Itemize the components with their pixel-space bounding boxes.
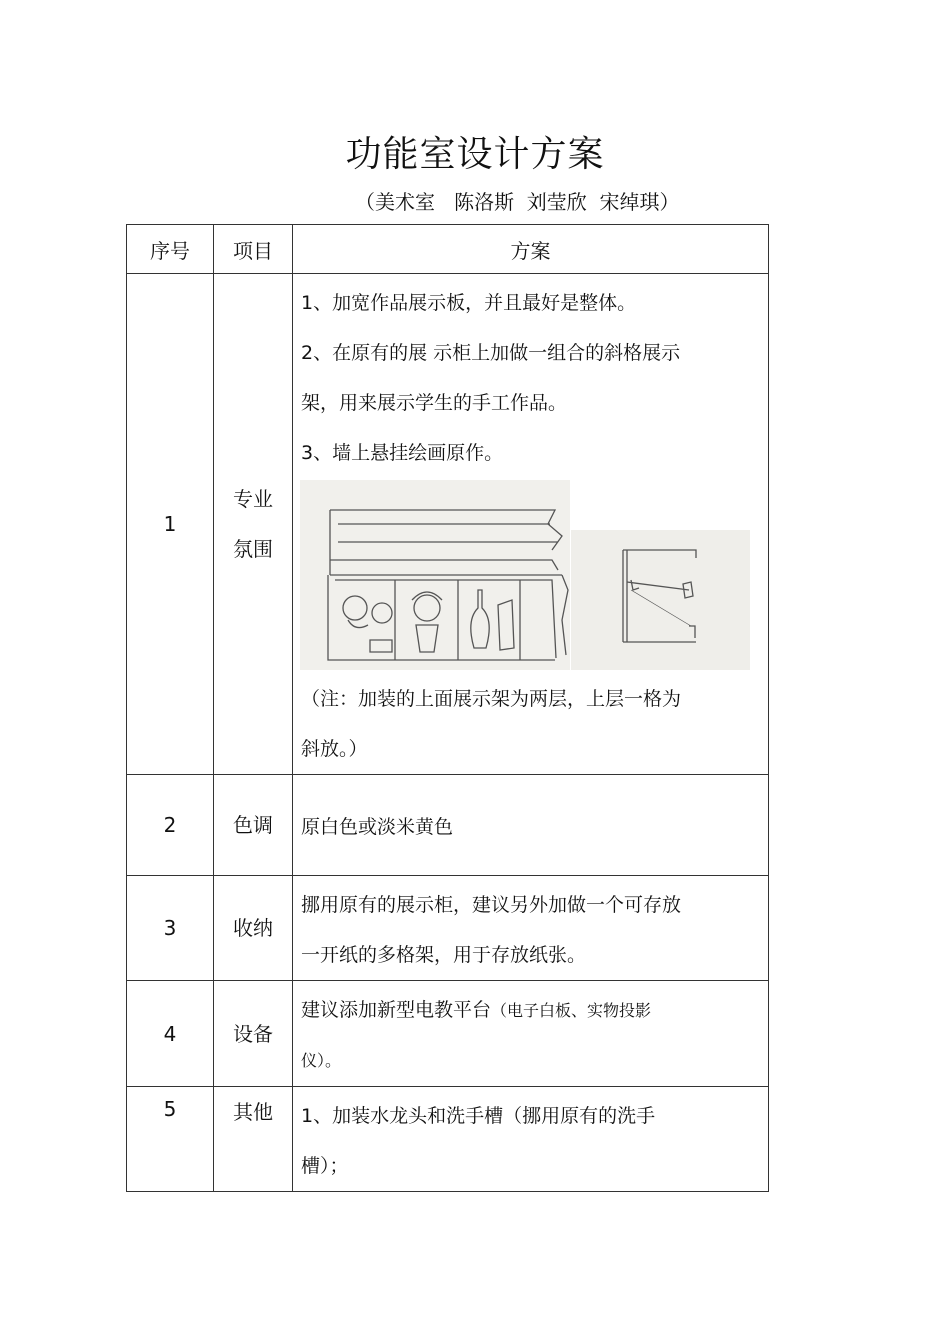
sketch-images — [300, 478, 758, 674]
table-row — [127, 274, 769, 775]
row-num: 4 — [127, 981, 214, 1087]
row-num: 1 — [127, 274, 214, 775]
row-content — [293, 981, 769, 1087]
row-content — [293, 274, 769, 775]
table-header-row — [127, 225, 769, 274]
item-line: 专业 — [233, 487, 273, 511]
row-item — [214, 274, 293, 775]
header-plan: 方案 — [293, 225, 769, 274]
table-row — [127, 775, 769, 876]
row-content — [293, 775, 769, 876]
shelf-side-sketch — [571, 530, 750, 670]
plan-table — [126, 224, 769, 1192]
row-num: 3 — [127, 876, 214, 981]
content-line: 原白色或淡米黄色 — [301, 816, 454, 838]
item-line: 收纳 — [233, 916, 273, 940]
item-line: 设备 — [233, 1021, 273, 1046]
page-subtitle: （美术室 陈洛斯 刘莹欣 宋绰琪） — [355, 190, 680, 214]
content-line: 架，用来展示学生的手工作品。 — [301, 392, 568, 414]
item-line: 氛围 — [233, 537, 273, 561]
row-item — [214, 981, 293, 1087]
row-num: 2 — [127, 775, 214, 876]
content-main: 建议添加新型电教平台 — [301, 999, 492, 1021]
row-item — [214, 1087, 293, 1192]
display-cabinet-sketch — [300, 480, 570, 670]
content-small: （电子白板、实物投影 — [491, 1001, 652, 1020]
row-content — [293, 876, 769, 981]
content-line: 仪）。 — [301, 1051, 342, 1070]
content-line: 3、墙上悬挂绘画原作。 — [301, 442, 504, 464]
content-line: 一开纸的多格架，用于存放纸张。 — [301, 944, 587, 966]
content-line — [301, 985, 758, 1036]
row-num: 5 — [127, 1087, 214, 1192]
note-line: 斜放。） — [301, 738, 368, 760]
content-line: 2、在原有的展 示柜上加做一组合的斜格展示 — [301, 342, 681, 364]
content-line: 1、加宽作品展示板，并且最好是整体。 — [301, 292, 637, 314]
content-line: 挪用原有的展示柜，建议另外加做一个可存放 — [301, 894, 682, 916]
item-line: 色调 — [233, 813, 273, 837]
table-row — [127, 981, 769, 1087]
item-line: 其他 — [233, 1100, 273, 1124]
header-num: 序号 — [127, 225, 214, 274]
row-item — [214, 876, 293, 981]
row-content — [293, 1087, 769, 1192]
table-row — [127, 1087, 769, 1192]
header-item: 项目 — [214, 225, 293, 274]
page-title: 功能室设计方案 — [345, 134, 605, 175]
content-line: 1、加装水龙头和洗手槽（挪用原有的洗手 — [301, 1105, 656, 1127]
row-item — [214, 775, 293, 876]
note-line: （注：加装的上面展示架为两层，上层一格为 — [301, 688, 682, 710]
content-line: 槽）； — [301, 1155, 349, 1177]
table-row — [127, 876, 769, 981]
